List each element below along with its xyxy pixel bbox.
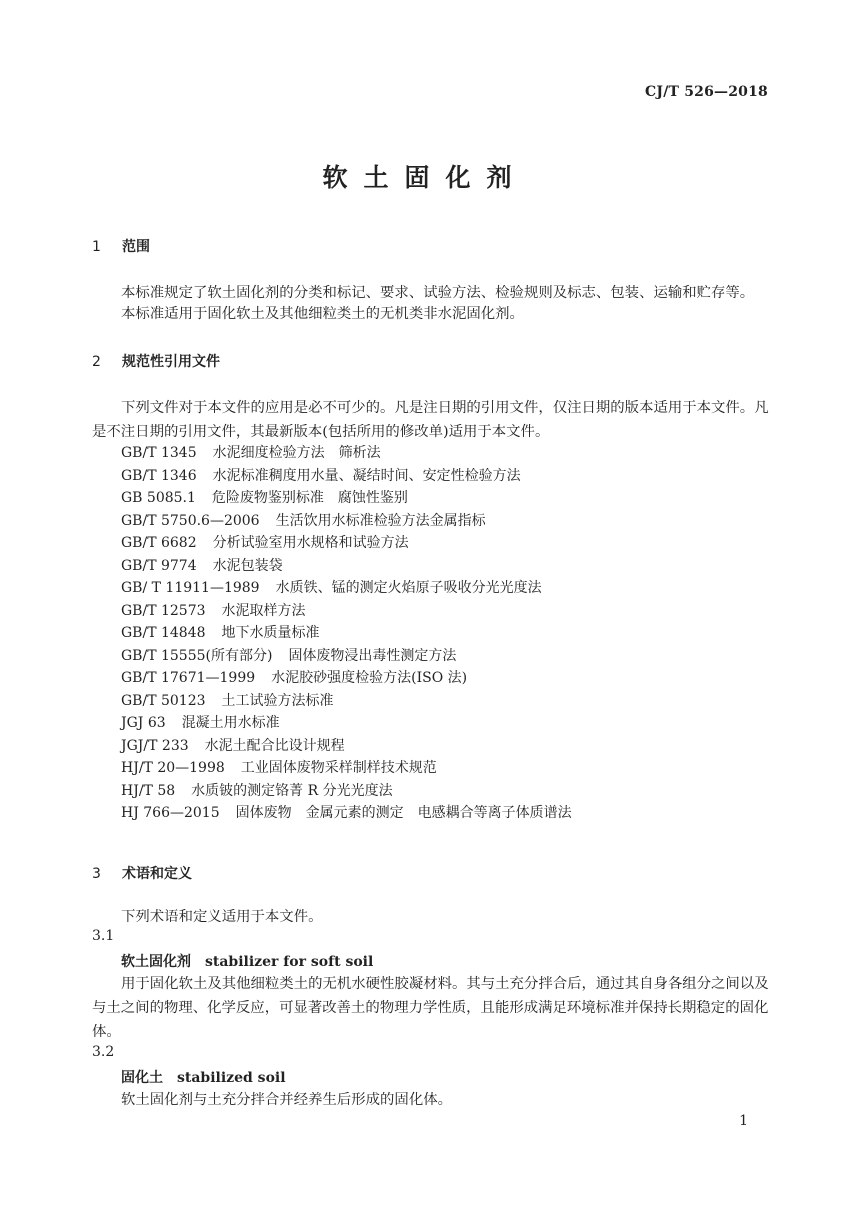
reference-item xyxy=(121,735,572,758)
term-number-3-2: 3.2 xyxy=(92,1044,115,1060)
section-2-heading xyxy=(92,351,220,371)
section-2-number: 2 xyxy=(92,354,101,370)
reference-title: 混凝土用水标准 xyxy=(181,715,280,731)
reference-code: JGJ 63 xyxy=(121,715,166,731)
reference-title: 水质铁、锰的测定火焰原子吸收分光光度法 xyxy=(275,580,542,596)
reference-title: 土工试验方法标准 xyxy=(221,692,334,709)
reference-code: JGJ/T 233 xyxy=(121,737,189,754)
reference-code: GB/T 17671—1999 xyxy=(121,670,256,686)
reference-code: GB/ T 11911—1989 xyxy=(121,580,260,596)
reference-item xyxy=(121,622,572,645)
section-3-heading xyxy=(92,863,192,883)
reference-title: 固体废物 金属元素的测定 电感耦合等离子体质谱法 xyxy=(235,805,572,821)
reference-title: 水泥土配合比设计规程 xyxy=(204,737,345,754)
reference-list xyxy=(121,442,572,825)
reference-item xyxy=(121,577,572,600)
reference-title: 水泥胶砂强度检验方法(ISO 法) xyxy=(271,670,468,686)
reference-item xyxy=(121,757,572,780)
reference-code: GB/T 14848 xyxy=(121,625,206,641)
reference-code: HJ/T 20—1998 xyxy=(121,760,225,776)
reference-item xyxy=(121,600,572,623)
reference-code: GB/T 5750.6—2006 xyxy=(121,512,260,529)
reference-code: HJ/T 58 xyxy=(121,782,176,799)
reference-item xyxy=(121,667,572,690)
reference-code: GB/T 6682 xyxy=(121,535,197,551)
reference-title: 水泥细度检验方法 筛析法 xyxy=(212,445,381,461)
section-1-title: 范围 xyxy=(122,239,150,255)
term-3-2-chinese: 固化土 xyxy=(121,1070,163,1086)
reference-item xyxy=(121,555,572,578)
page-number: 1 xyxy=(739,1113,748,1129)
term-3-2-definition: 软土固化剂与土充分拌合并经养生后形成的固化体。 xyxy=(121,1092,452,1108)
reference-item xyxy=(121,532,572,555)
reference-item xyxy=(121,487,572,510)
reference-title: 分析试验室用水规格和试验方法 xyxy=(212,535,409,551)
standard-code: CJ/T 526—2018 xyxy=(645,84,768,100)
reference-title: 地下水质量标准 xyxy=(221,625,320,641)
reference-title: 水泥标准稠度用水量、凝结时间、安定性检验方法 xyxy=(212,467,521,484)
reference-item xyxy=(121,510,572,533)
reference-code: GB/T 9774 xyxy=(121,557,197,574)
reference-item xyxy=(121,690,572,713)
term-number-3-1: 3.1 xyxy=(92,928,115,944)
section-3-intro: 下列术语和定义适用于本文件。 xyxy=(121,909,323,925)
section-1-number: 1 xyxy=(92,239,101,255)
reference-title: 生活饮用水标准检验方法金属指标 xyxy=(275,512,486,529)
reference-title: 水质铍的测定铬菁 R 分光光度法 xyxy=(191,782,393,799)
reference-title: 危险废物鉴别标准 腐蚀性鉴别 xyxy=(211,490,408,506)
reference-code: HJ 766—2015 xyxy=(121,805,220,821)
term-3-2-heading xyxy=(121,1067,286,1087)
term-3-2-english: stabilized soil xyxy=(177,1070,286,1086)
reference-item xyxy=(121,780,572,803)
section-1-paragraph-1: 本标准规定了软土固化剂的分类和标记、要求、试验方法、检验规则及标志、包装、运输和贮存等。 xyxy=(121,285,755,301)
reference-item xyxy=(121,802,572,825)
reference-item xyxy=(121,712,572,735)
term-3-1-definition: 用于固化软土及其他细粒类土的无机水硬性胶凝材料。其与土充分拌合后，通过其自身各组分之间以及与土之间的物理、化学反应，可显著改善土的物理力学性质，且能形成满足环境标准并保持长期稳定的固化体。 xyxy=(92,976,769,1040)
reference-code: GB/T 15555(所有部分) xyxy=(121,647,273,664)
reference-code: GB/T 12573 xyxy=(121,602,206,619)
section-2-title: 规范性引用文件 xyxy=(122,354,220,370)
reference-item xyxy=(121,645,572,668)
section-3-title: 术语和定义 xyxy=(122,866,192,882)
reference-title: 水泥包装袋 xyxy=(212,557,283,574)
section-3-number: 3 xyxy=(92,866,101,882)
reference-item xyxy=(121,442,572,465)
term-3-1-chinese: 软土固化剂 xyxy=(121,954,191,970)
reference-item xyxy=(121,465,572,488)
term-3-1-heading xyxy=(121,951,373,971)
reference-code: GB/T 1345 xyxy=(121,445,197,461)
reference-title: 水泥取样方法 xyxy=(221,602,306,619)
reference-code: GB/T 50123 xyxy=(121,692,206,709)
section-1-heading xyxy=(92,236,150,256)
section-2-intro: 下列文件对于本文件的应用是必不可少的。凡是注日期的引用文件，仅注日期的版本适用于本文件。凡是不注日期的引用文件，其最新版本(包括所用的修改单)适用于本文件。 xyxy=(92,400,769,440)
reference-title: 工业固体废物采样制样技术规范 xyxy=(240,760,437,776)
reference-title: 固体废物浸出毒性测定方法 xyxy=(288,647,457,664)
section-1-paragraph-2: 本标准适用于固化软土及其他细粒类土的无机类非水泥固化剂。 xyxy=(121,306,524,322)
document-title: 软土固化剂 xyxy=(322,163,528,192)
reference-code: GB/T 1346 xyxy=(121,467,197,484)
reference-code: GB 5085.1 xyxy=(121,490,196,506)
term-3-1-english: stabilizer for soft soil xyxy=(205,954,374,970)
